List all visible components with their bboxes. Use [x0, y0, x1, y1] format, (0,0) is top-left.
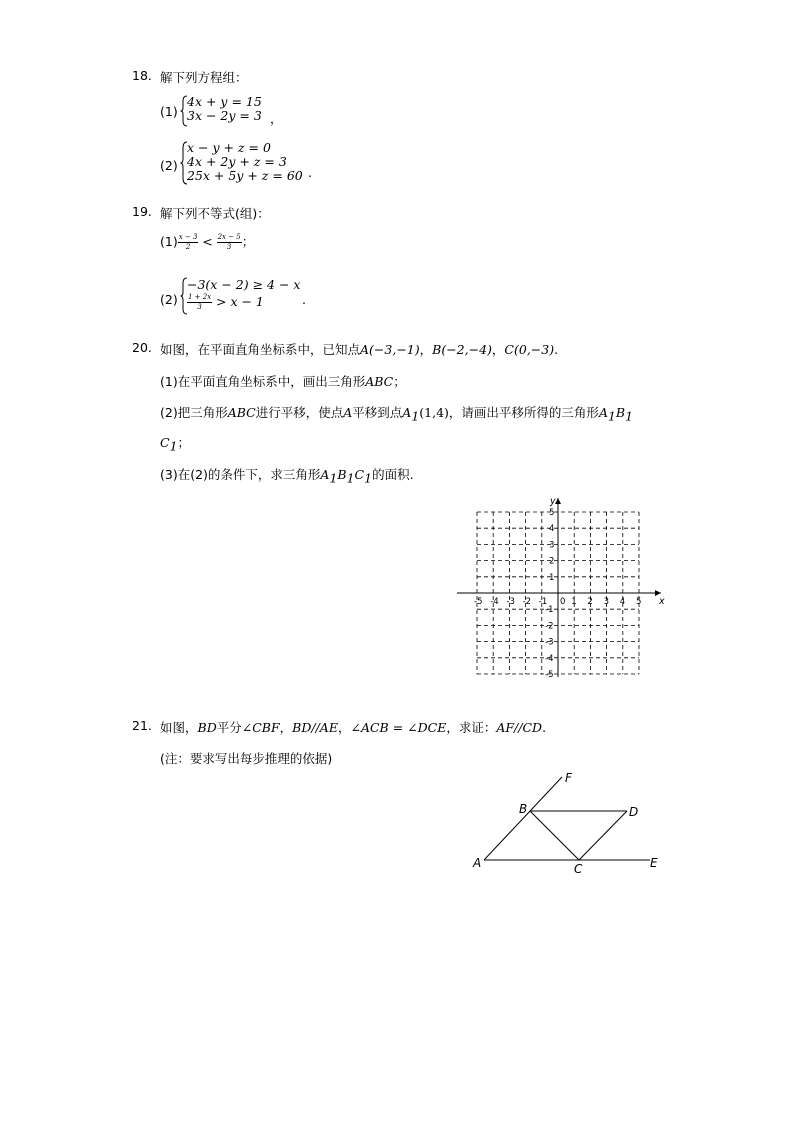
q20-point-a: A(−3,−1) — [360, 342, 420, 357]
x-tick-label: -1 — [538, 597, 548, 607]
q19-part2-numerator: 1 + 2x — [188, 293, 212, 301]
q20-step1-text: (1)在平面直角坐标系中，画出三角形 — [160, 374, 366, 389]
q20-step2-abc: ABC — [227, 405, 256, 420]
q20-step2-text-b: 进行平移，使点 — [255, 405, 344, 420]
x-tick-label: -4 — [490, 597, 499, 607]
q20-step2 — [160, 403, 633, 423]
q21-parallel-1: BD//AE — [292, 720, 338, 735]
q21-note: (注：要求写出每步推理的依据) — [160, 751, 333, 766]
q20-step2-tri-a: A — [598, 405, 608, 420]
q20-number: 20. — [132, 340, 152, 355]
label-d: D — [629, 805, 639, 819]
q20-step1-end: ； — [393, 374, 406, 389]
y-tick-label: -2 — [545, 621, 554, 632]
q20-step3 — [160, 465, 414, 485]
q20-step2-tri-c: C — [160, 435, 170, 450]
x-tick-label: 5 — [636, 597, 642, 607]
q20-step3-c-sub: 1 — [364, 470, 373, 486]
q21-sep2: ， — [337, 720, 351, 735]
q20-point-b: B(−2,−4) — [432, 342, 492, 357]
q20-stem — [160, 340, 558, 358]
q20-step3-end: 的面积. — [372, 467, 414, 482]
q19-part1-right-denominator: 3 — [226, 243, 232, 251]
q20-step2-tri-b-sub: 1 — [625, 408, 634, 424]
q19-part1-label: (1) — [160, 234, 178, 249]
q19-title: 解下列不等式(组)： — [160, 206, 270, 221]
y-tick-label: -3 — [545, 637, 554, 648]
q19-number: 19. — [132, 204, 152, 219]
q21-stem — [160, 718, 546, 736]
label-f: F — [565, 771, 572, 785]
q20-step3-a-sub: 1 — [329, 470, 338, 486]
q19-part2-eq2-rest: > x − 1 — [216, 294, 264, 309]
q21-bisect: 平分 — [216, 720, 242, 735]
q20-sep2: ， — [491, 342, 505, 357]
y-tick-label: 1 — [549, 572, 555, 583]
q19-part2-label: (2) — [160, 292, 178, 307]
y-tick-label: 3 — [549, 540, 555, 551]
q18-part2-eq1: x − y + z = 0 — [187, 140, 271, 155]
q20-stem-end: . — [554, 342, 559, 357]
q21-stem-text: 如图， — [160, 720, 198, 735]
q18-title: 解下列方程组： — [160, 70, 248, 85]
q19-part1-end: ； — [241, 234, 255, 249]
x-tick-label: 2 — [587, 597, 593, 607]
q21-parallel-2: AF//CD — [496, 720, 543, 735]
q20-step2-tri-b: B — [615, 405, 626, 420]
q19-part1-right-numerator: 2x − 5 — [217, 233, 241, 241]
q18-part1-label: (1) — [160, 104, 178, 119]
q21-angle-cbf: ∠CBF — [241, 720, 280, 735]
q20-step2-text-d: ，请画出平移所得的三角形 — [448, 405, 599, 420]
q19-part1-right-fraction — [217, 233, 242, 252]
q19-part1-left-fraction — [178, 233, 199, 252]
q20-step3-text: (3)在(2)的条件下，求三角形 — [160, 467, 321, 482]
line-af — [484, 777, 562, 860]
q20-step2-a1-sub: 1 — [411, 408, 420, 424]
q18-part1-end: ， — [270, 111, 283, 126]
q18-part1-eq2: 3x − 2y = 3 — [187, 108, 262, 123]
q19-part1-left-numerator: x − 3 — [178, 233, 198, 241]
q20-stem-text: 如图，在平面直角坐标系中，已知点 — [160, 342, 361, 357]
q20-step1 — [160, 372, 406, 390]
y-tick-label: -5 — [545, 670, 554, 677]
q19-part1 — [160, 232, 254, 252]
x-tick-label: -3 — [506, 597, 515, 607]
origin-label: 0 — [560, 597, 566, 607]
q18-part2-eq3: 25x + 5y + z = 60 — [187, 168, 303, 183]
x-tick-label: -2 — [522, 597, 532, 607]
y-tick-label: 4 — [549, 524, 555, 535]
q20-step2-end: ； — [177, 435, 191, 450]
q20-step2-text-c: 平移到点 — [352, 405, 403, 420]
q20-step2-tri-a-sub: 1 — [607, 408, 616, 424]
q18-part2-label: (2) — [160, 158, 178, 173]
y-axis-label: y — [550, 496, 556, 507]
q21-number: 21. — [132, 718, 152, 733]
q19-part2-denominator: 3 — [197, 303, 202, 311]
q19-part1-left-denominator: 2 — [185, 243, 191, 251]
q19-part2-eq2 — [187, 292, 264, 312]
y-tick-label: 2 — [549, 556, 555, 567]
q20-sep1: ， — [419, 342, 433, 357]
x-tick-label: -5 — [474, 597, 483, 607]
label-a: A — [473, 856, 482, 870]
y-tick-label: 5 — [549, 508, 555, 518]
q20-step3-a: A — [320, 467, 330, 482]
y-tick-label: -1 — [545, 605, 554, 616]
q18-number: 18. — [132, 68, 152, 83]
label-e: E — [650, 856, 658, 870]
q20-step2-text-a: (2)把三角形 — [160, 405, 228, 420]
x-tick-label: 1 — [571, 597, 577, 607]
line-cd — [579, 811, 627, 860]
q18-part2-end: . — [308, 165, 312, 180]
q21-angle-equality: ∠ACB = ∠DCE — [350, 720, 447, 735]
q18-part2-eq2: 4x + 2y + z = 3 — [187, 154, 287, 169]
x-axis-label: x — [659, 596, 665, 607]
q19-part2-eq1: −3(x − 2) ≥ 4 − x — [187, 277, 301, 292]
geometry-figure — [470, 770, 670, 875]
q21-bd: BD — [197, 720, 217, 735]
line-bc — [530, 811, 579, 860]
q21-sep1: ， — [279, 720, 293, 735]
q20-step2-a: A — [343, 405, 353, 420]
y-tick-label: -4 — [545, 653, 554, 664]
q20-step2-coord: (1,4) — [419, 405, 449, 420]
q19-part2-end: . — [302, 292, 306, 307]
q19-part2-fraction — [187, 293, 212, 312]
q21-end: . — [542, 720, 547, 735]
y-axis-arrow — [555, 498, 561, 504]
q19-part1-operator: < — [202, 234, 213, 249]
label-b: B — [519, 802, 528, 816]
q18-part1-eq1: 4x + y = 15 — [187, 94, 262, 109]
q20-step3-b-sub: 1 — [346, 470, 355, 486]
q20-step2-tri-c-sub: 1 — [169, 438, 178, 454]
label-c: C — [574, 862, 583, 875]
q20-step1-abc: ABC — [365, 374, 394, 389]
q20-point-c: C(0,−3) — [504, 342, 555, 357]
x-tick-label: 4 — [619, 597, 626, 607]
q20-step2-cont — [160, 433, 190, 453]
q20-step3-b: B — [337, 467, 347, 482]
x-tick-label: 3 — [603, 597, 610, 607]
coordinate-grid — [454, 485, 674, 677]
q21-prove-text: ，求证： — [446, 720, 497, 735]
q20-step3-c: C — [354, 467, 365, 482]
q20-step2-a1: A — [402, 405, 412, 420]
